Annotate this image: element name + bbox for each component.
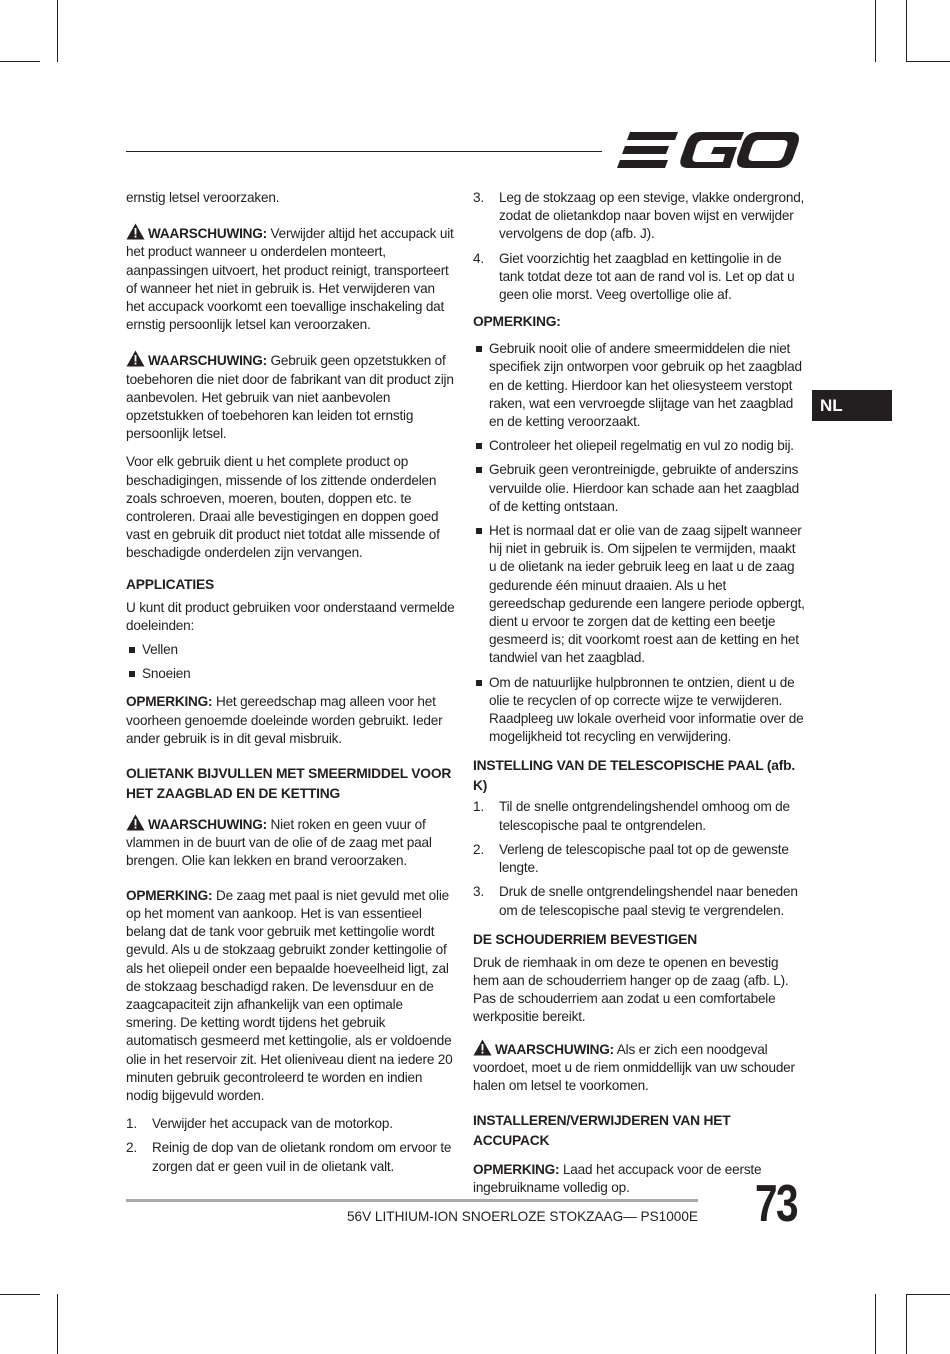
note-text: De zaag met paal is niet gevuld met olie op het moment van aankoop. Het is van essentieel belang dat de tank voor gebruik met kettingolie wordt gevuld. Als u de stokzaag gebruikt zonder kettingolie of als het oliepeil onder een bepaalde hoeveelheid ligt, zal de stokzaag beschadigd raken. De levensduur en de zaagcapaciteit zijn afhankelijk van een optimale smering. De ketting wordt tijdens het gebruik automatisch gesmeerd met kettingolie, als er voldoende olie in het reservoir zit. Het olieniveau dient na iedere 20 minuten gebruik gecontroleerd te worden en indien nodig bijgevuld worden. <box>126 887 453 1103</box>
language-tab: NL <box>812 390 892 421</box>
crop-mark <box>906 1294 950 1295</box>
footer-rule <box>126 1199 698 1202</box>
warning-label: WAARSCHUWING: <box>148 353 267 369</box>
list-item: Gebruik nooit olie of andere smeermiddelen die niet specifiek zijn ontworpen voor gebruik op het zaagblad en de ketting. Hierdoor kan het oliesysteem verstopt raken, wat een vervroegde slijtage van het zaagblad en de ketting veroorzaakt. <box>473 340 805 431</box>
note-label: OPMERKING: <box>473 1162 560 1178</box>
paragraph: Voor elk gebruik dient u het complete product op beschadigingen, missende of los zittende onderdelen zoals schroeven, moeren, bouten, doppen etc. te controleren. Draai alle bevestigingen en doppen goed vast en gebruik dit product niet totdat alle missende of beschadigde onderdelen zijn vervangen. <box>126 454 440 561</box>
list-item: 3. Leg de stokzaag op een stevige, vlakke ondergrond, zodat de olietankdop naar boven wijst en verwijder vervolgens de dop (afb. J). <box>473 190 805 242</box>
ego-logo <box>616 130 800 172</box>
crop-mark <box>0 1294 40 1295</box>
list-item: Snoeien <box>126 665 456 683</box>
list-item: 3. Druk de snelle ontgrendelingshendel naar beneden om de telescopische paal stevig te vergrendelen. <box>473 884 798 918</box>
note-label: OPMERKING: <box>126 887 213 903</box>
footer-title: 56V LITHIUM-ION SNOERLOZE STOKZAAG— PS1000E <box>346 1209 698 1224</box>
applications-list <box>126 641 456 683</box>
warning-triangle-icon <box>126 814 145 831</box>
warning-paragraph <box>126 223 456 334</box>
list-item: 1. Verwijder het accupack van de motorkop. <box>126 1116 393 1132</box>
crop-mark <box>906 61 950 62</box>
warning-text: Als er zich een noodgeval voordoet, moet u de riem onmiddellijk van uw schouder halen om letsel te voorkomen. <box>473 1041 795 1093</box>
crop-mark <box>906 1294 907 1354</box>
bullet-icon <box>129 671 135 677</box>
list-item: 4. Giet voorzichtig het zaagblad en kettingolie in de tank totdat deze tot aan de rand vol is. Let op dat u geen olie morst. Veeg overtollige olie af. <box>473 250 795 303</box>
warning-paragraph <box>126 350 456 443</box>
section-heading: DE SCHOUDERRIEM BEVESTIGEN <box>473 931 698 947</box>
crop-mark <box>57 1294 58 1354</box>
telescope-steps-list <box>473 798 805 919</box>
header-rule <box>126 151 602 152</box>
steps-list <box>473 189 805 304</box>
warning-label: WAARSCHUWING: <box>495 1041 614 1057</box>
bullet-icon <box>476 528 482 534</box>
warning-paragraph <box>126 814 456 871</box>
bullet-icon <box>129 647 135 653</box>
section-heading: INSTALLEREN/VERWIJDEREN VAN HET ACCUPACK <box>473 1113 731 1149</box>
list-item: Gebruik geen verontreinigde, gebruikte of anderszins vervuilde olie. Hierdoor kan schade aan het zaagblad of de ketting ontstaan. <box>473 461 805 516</box>
crop-mark <box>0 61 40 62</box>
crop-mark <box>875 0 876 62</box>
list-item: 2. Reinig de dop van de olietank rondom om ervoor te zorgen dat er geen vuil in de olietank valt. <box>126 1140 452 1174</box>
section-heading: APPLICATIES <box>126 576 214 592</box>
warning-triangle-icon <box>473 1039 492 1056</box>
bullet-icon <box>476 467 482 473</box>
warning-label: WAARSCHUWING: <box>148 817 267 833</box>
list-item: Om de natuurlijke hulpbronnen te ontzien, dient u de olie te recyclen of op correcte wijze te verwijderen. Raadpleeg uw lokale overheid voor informatie over de mogelijkheid tot recycling en verwijdering. <box>473 674 805 747</box>
note-paragraph <box>126 887 456 1105</box>
note-text: Laad het accupack voor de eerste ingebruikname volledig op. <box>473 1162 762 1196</box>
note-list <box>473 340 805 746</box>
paragraph: ernstig letsel veroorzaken. <box>126 190 280 205</box>
paragraph: U kunt dit product gebruiken voor onderstaand vermelde doeleinden: <box>126 599 455 633</box>
crop-mark <box>906 0 907 62</box>
list-item: Vellen <box>126 641 456 659</box>
list-item: Controleer het oliepeil regelmatig en vul zo nodig bij. <box>473 437 805 455</box>
warning-text: Verwijder altijd het accupack uit het product wanneer u onderdelen monteert, aanpassingen uitvoert, het product reinigt, transporteert of wanneer het niet in gebruik is. Het verwijderen van het accupack voorkomt een toevallige inschakeling dat ernstig persoonlijk letsel kan veroorzaken. <box>126 226 454 333</box>
section-heading: INSTELLING VAN DE TELESCOPISCHE PAAL (afb. K) <box>473 758 795 794</box>
warning-triangle-icon <box>126 223 145 240</box>
right-column <box>473 189 805 1198</box>
note-paragraph <box>126 693 456 748</box>
bullet-icon <box>476 443 482 449</box>
crop-mark <box>875 1294 876 1354</box>
warning-text: Gebruik geen opzetstukken of toebehoren die niet door de fabrikant van dit product zijn aanbevolen. Het gebruik van niet aanbevolen opzetstukken of toebehoren kan leiden tot ernstig persoonlijk letsel. <box>126 353 454 442</box>
list-item: Het is normaal dat er olie van de zaag sijpelt wanneer hij niet in gebruik is. Om sijpelen te vermijden, maakt u de olietank na ieder gebruik leeg en laat u de zaag gedurende één minuut draaien. Als u het gereedschap gedurende een langere periode opbergt, dient u ervoor te zorgen dat de ketting een beetje gesmeerd is; dit voorkomt roest aan de ketting en het tandwiel van het zaagblad. <box>473 522 805 668</box>
crop-mark <box>57 0 58 62</box>
note-heading: OPMERKING: <box>473 314 561 330</box>
bullet-icon <box>476 680 482 686</box>
steps-list <box>126 1115 456 1176</box>
warning-text: Niet roken en geen vuur of vlammen in de buurt van de olie of de zaag met paal brengen. Olie kan lekken en brand veroorzaken. <box>126 817 432 869</box>
note-label: OPMERKING: <box>126 694 213 710</box>
left-column <box>126 189 456 1182</box>
note-text: Het gereedschap mag alleen voor het voorheen genoemde doeleinde worden gebruikt. Ieder ander gebruik is in dit geval misbruik. <box>126 694 443 746</box>
paragraph: Druk de riemhaak in om deze te openen en bevestig hem aan de schouderriem hanger op de zaag (afb. L). Pas de schouderriem aan zodat u een comfortabele werkpositie bereikt. <box>473 954 789 1025</box>
list-item: 2. Verleng de telescopische paal tot op de gewenste lengte. <box>473 841 789 876</box>
warning-paragraph <box>473 1039 805 1096</box>
section-heading: OLIETANK BIJVULLEN MET SMEERMIDDEL VOOR HET ZAAGBLAD EN DE KETTING <box>126 766 452 802</box>
warning-label: WAARSCHUWING: <box>148 226 267 242</box>
list-item: 1. Til de snelle ontgrendelingshendel omhoog om de telescopische paal te ontgrendelen. <box>473 799 790 833</box>
bullet-icon <box>476 346 482 352</box>
page-number: 73 <box>755 1175 797 1233</box>
warning-triangle-icon <box>126 350 145 367</box>
